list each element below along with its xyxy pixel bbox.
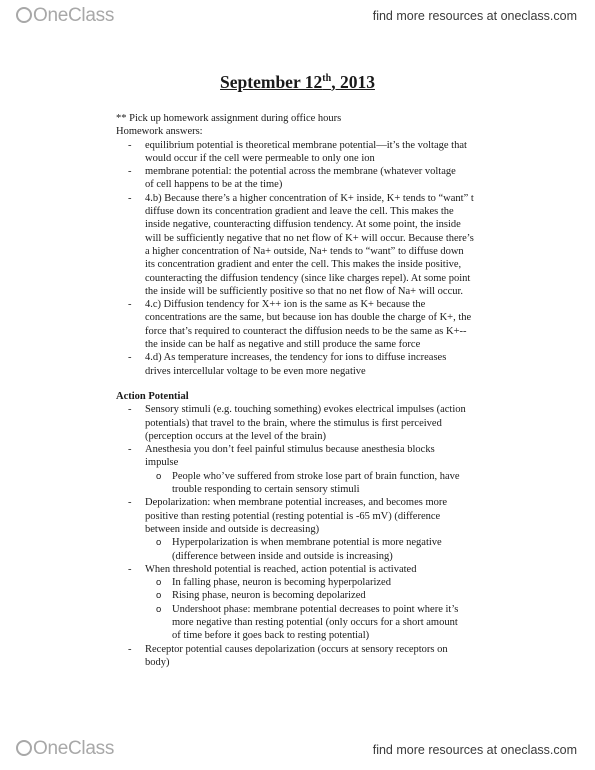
homework-bullet: - 4.c) Diffusion tendency for X++ ion is the same as K+ because the concentrations are the same, but because ion has double the charge of K+, the force that’s required to counteract the diffusion needs to be the same as K+-- the inside can be half as negative and still produce the same force: [116, 298, 556, 351]
logo-circle-icon: [16, 740, 32, 756]
ap-bullet: - Depolarization: when membrane potential increases, and becomes more positive than resting potential (resting potential is -65 mV) (difference between inside and outside is decreasing): [116, 496, 556, 536]
ap-subbullet: o People who’ve suffered from stroke lose part of brain function, have trouble responding to certain sensory stimuli: [116, 470, 556, 497]
ap-subbullet: o Hyperpolarization is when membrane potential is more negative (difference between inside and outside is increasing): [116, 536, 556, 563]
intro-line: ** Pick up homework assignment during office hours: [116, 113, 342, 124]
oneclass-logo[interactable]: [16, 738, 114, 760]
oneclass-logo[interactable]: [16, 5, 114, 27]
homework-bullet: - membrane potential: the potential across the membrane (whatever voltage of cell happens to be at the time): [116, 165, 556, 192]
homework-bullet: - 4.b) Because there’s a higher concentration of K+ inside, K+ tends to “want” t diffuse down its concentration gradient and leave the cell. This makes the inside negative, counteracting diffusion tendency. At some point, the inside will be sufficiently negative that no net flow of K+ will occur. Because there’s a higher concentration of Na+ outside, Na+ tends to “want” to diffuse down its concentration gradient and enter the cell. This makes the inside positive, counteracting the diffusion tendency (since like charges repel). At some point the inside will be sufficiently positive so that no net flow of Na+ will occur.: [116, 192, 556, 298]
homework-bullet: - equilibrium potential is theoretical membrane potential—it’s the voltage that would occur if the cell were permeable to only one ion: [116, 139, 556, 166]
ap-bullet: - Sensory stimuli (e.g. touching something) evokes electrical impulses (action potentials) that travel to the brain, where the stimulus is first perceived (perception occurs at the level of the brain): [116, 403, 556, 443]
logo-text: OneClass: [33, 5, 115, 26]
ap-subbullet: o Undershoot phase: membrane potential decreases to point where it’s more negative than resting potential (only occurs for a short amount of time before it goes back to resting potential): [116, 603, 556, 643]
ap-subbullet: o In falling phase, neuron is becoming hyperpolarized: [116, 576, 556, 589]
ap-bullet: - Anesthesia you don’t feel painful stimulus because anesthesia blocks impulse: [116, 443, 556, 470]
promo-link[interactable]: find more resources at oneclass.com: [372, 9, 577, 23]
ap-bullet: - When threshold potential is reached, action potential is activated: [116, 563, 556, 576]
logo-circle-icon: [16, 7, 32, 23]
notes-body: [116, 112, 556, 669]
homework-bullet: - 4.d) As temperature increases, the tendency for ions to diffuse increases drives intercellular voltage to be even more negative: [116, 351, 556, 378]
intro-line: Homework answers:: [116, 126, 203, 138]
ap-subbullet: o Rising phase, neuron is becoming depolarized: [116, 589, 556, 602]
logo-text: OneClass: [33, 738, 115, 759]
ap-bullet: - Receptor potential causes depolarization (occurs at sensory receptors on body): [116, 643, 556, 670]
page-title: September 12th, 2013: [220, 72, 375, 92]
header-bar: [0, 0, 595, 30]
section-heading: Action Potential: [116, 390, 189, 402]
promo-link[interactable]: find more resources at oneclass.com: [372, 743, 577, 757]
